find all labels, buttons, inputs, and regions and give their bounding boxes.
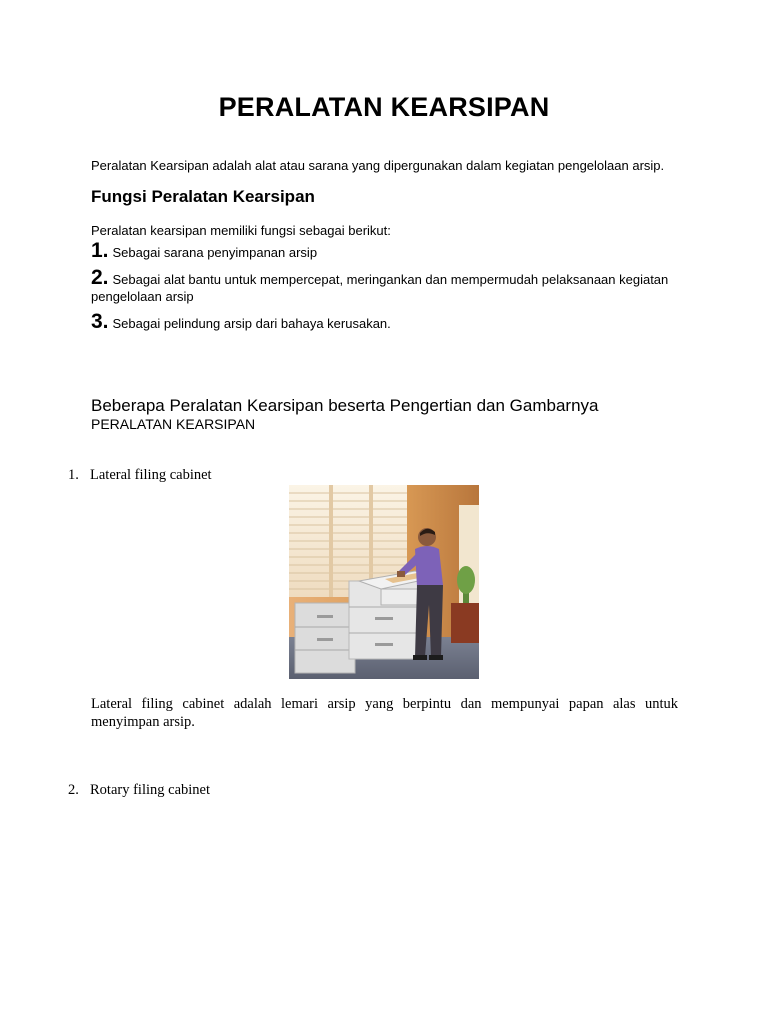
fungsi-item-number: 2. [91, 266, 109, 289]
section-label: PERALATAN KEARSIPAN [91, 416, 256, 432]
fungsi-item-text: Sebagai pelindung arsip dari bahaya kerusakan. [112, 316, 391, 331]
fungsi-item-number: 3. [91, 310, 109, 333]
equipment-title [68, 782, 210, 799]
lateral-filing-cabinet-photo [289, 485, 479, 679]
fungsi-item [91, 266, 691, 305]
fungsi-item [91, 239, 691, 262]
fungsi-item-text: Sebagai sarana penyimpanan arsip [112, 245, 318, 260]
fungsi-lead: Peralatan kearsipan memiliki fungsi sebagai berikut: [91, 223, 391, 238]
equipment-name: Lateral filing cabinet [90, 467, 212, 483]
equipment-number: 2. [68, 782, 79, 798]
fungsi-heading: Fungsi Peralatan Kearsipan [91, 187, 315, 206]
fungsi-item-number: 1. [91, 239, 109, 262]
intro-paragraph: Peralatan Kearsipan adalah alat atau sarana yang dipergunakan dalam kegiatan pengelolaan arsip. [91, 158, 665, 173]
section-subtitle: Beberapa Peralatan Kearsipan beserta Pengertian dan Gambarnya [91, 396, 599, 415]
page-title: PERALATAN KEARSIPAN [218, 92, 550, 122]
equipment-description: Lateral filing cabinet adalah lemari arsip yang berpintu dan mempunyai papan alas untuk menyimpan arsip. [91, 696, 678, 730]
fungsi-item [91, 310, 691, 333]
equipment-title [68, 467, 212, 484]
equipment-number: 1. [68, 467, 79, 483]
equipment-name: Rotary filing cabinet [90, 782, 210, 798]
fungsi-item-text: Sebagai alat bantu untuk mempercepat, meringankan dan mempermudah pelaksanaan kegiatan pengelolaan arsip [91, 272, 669, 304]
